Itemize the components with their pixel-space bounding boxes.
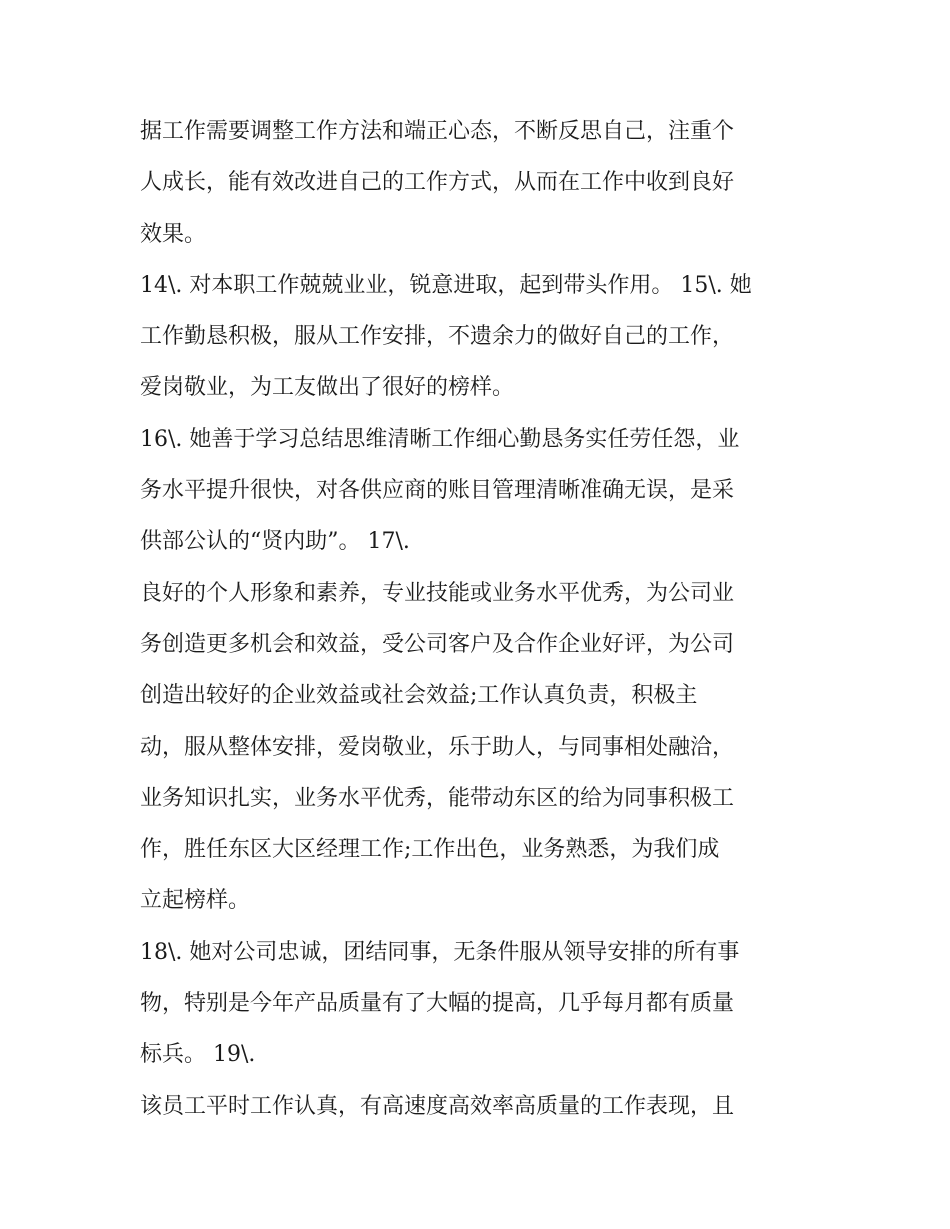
text-line: 爱岗敬业，为工友做出了很好的榜样。 (140, 375, 515, 401)
text-line: 标兵。 19\. (140, 1042, 256, 1068)
text-line: 工作勤恳积极，服从工作安排，不遗余力的做好自己的工作， (140, 324, 735, 350)
text-line: 务水平提升很快，对各供应商的账目管理清晰准确无误，是采 (140, 478, 735, 504)
text-line: 16\. 她善于学习总结思维清晰工作细心勤恳务实任劳任怨，业 (140, 426, 740, 452)
text-line: 动，服从整体安排，爱岗敬业，乐于助人，与同事相处融洽， (140, 734, 735, 760)
text-line: 立起榜样。 (140, 888, 251, 914)
text-line: 创造出较好的企业效益或社会效益;工作认真负责，积极主 (140, 683, 698, 709)
text-line: 务创造更多机会和效益，受公司客户及合作企业好评，为公司 (140, 631, 735, 657)
text-line: 效果。 (140, 221, 207, 247)
text-line: 人成长，能有效改进自己的工作方式，从而在工作中收到良好 (140, 170, 735, 196)
text-line: 物，特别是今年产品质量有了大幅的提高，几乎每月都有质量 (140, 991, 735, 1017)
text-line: 良好的个人形象和素养，专业技能或业务水平优秀，为公司业 (140, 580, 735, 606)
text-line: 14\. 对本职工作兢兢业业，锐意进取，起到带头作用。 15\. 她 (140, 272, 752, 298)
text-line: 作，胜任东区大区经理工作;工作出色，业务熟悉，为我们成 (140, 837, 720, 863)
text-line: 该员工平时工作认真，有高速度高效率高质量的工作表现，且 (140, 1093, 735, 1119)
text-line: 据工作需要调整工作方法和端正心态，不断反思自己，注重个 (140, 119, 735, 144)
text-line: 18\. 她对公司忠诚，团结同事，无条件服从领导安排的所有事 (140, 939, 740, 965)
text-line: 业务知识扎实，业务水平优秀，能带动东区的给为同事积极工 (140, 785, 735, 811)
text-line: 供部公认的“贤内助”。 17\. (140, 529, 410, 555)
body-text (140, 106, 820, 1132)
